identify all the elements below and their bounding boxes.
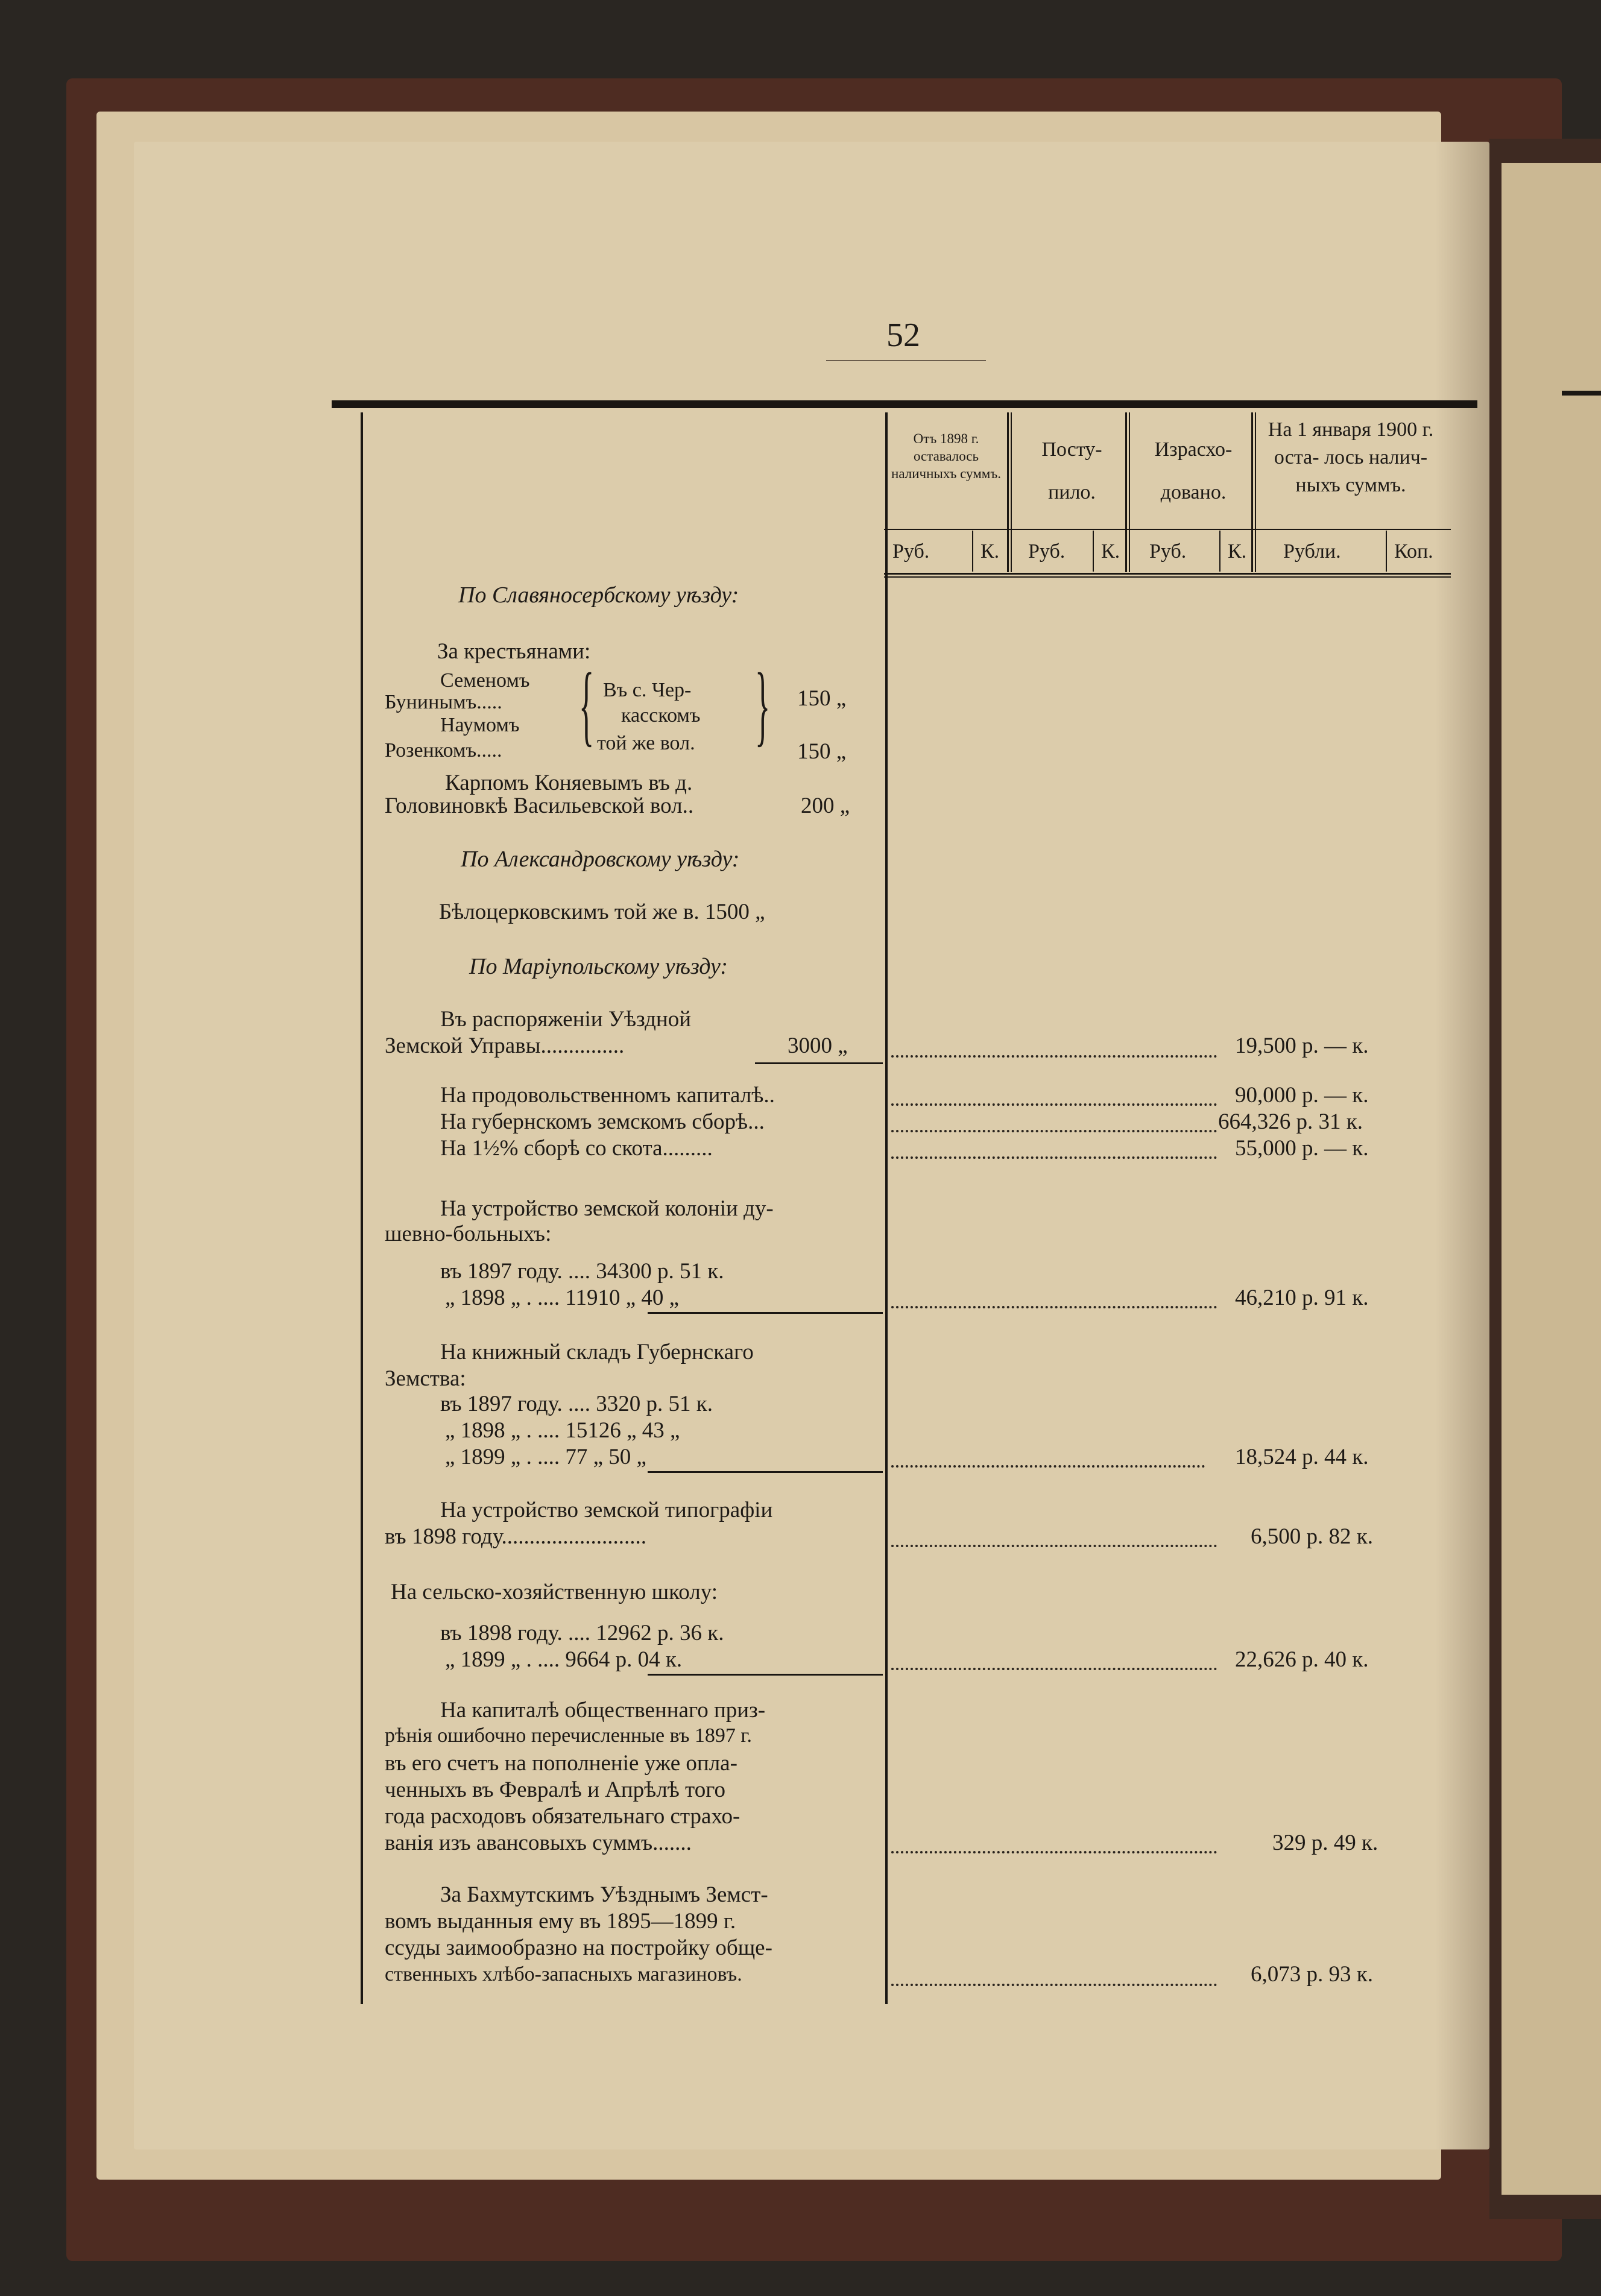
charity-line-1: На капиталѣ общественнаго приз- bbox=[440, 1698, 766, 1723]
slav-intro: За крестьянами: bbox=[437, 639, 591, 664]
header-divider-3b bbox=[1255, 412, 1256, 572]
sub-header-rubli: Рубли. bbox=[1283, 540, 1341, 563]
school-year-1: въ 1898 году. .... 12962 р. 36 к. bbox=[440, 1621, 724, 1645]
page-number-underline bbox=[826, 360, 986, 361]
subheader-rule bbox=[884, 529, 1451, 530]
header-bottom-rule bbox=[884, 573, 1451, 575]
slav-name-4: Розенкомъ..... bbox=[385, 739, 502, 762]
underline-books bbox=[648, 1471, 883, 1473]
sub-header-rub-3: Руб. bbox=[1149, 540, 1187, 563]
right-brace: } bbox=[755, 655, 771, 755]
leader-dots bbox=[891, 1103, 1217, 1106]
slav-name-1: Семеномъ bbox=[440, 669, 530, 692]
books-year-3: „ 1899 „ . .... 77 „ 50 „ bbox=[445, 1445, 646, 1469]
slav-amount-3: 200 „ bbox=[801, 793, 850, 818]
capital-line-1: На продовольственномъ капиталѣ.. bbox=[440, 1083, 775, 1108]
text-column-divider bbox=[885, 412, 888, 2004]
slav-amount-2: 150 „ bbox=[797, 739, 847, 764]
capital-line-2: На губернскомъ земскомъ сборѣ... bbox=[440, 1109, 765, 1134]
sub-divider-1 bbox=[972, 531, 973, 572]
header-divider-2b bbox=[1129, 412, 1130, 572]
sub-header-k-3: К. bbox=[1228, 540, 1247, 563]
left-border bbox=[361, 412, 363, 2004]
mariup-line-1: Въ распоряженіи Уѣздной bbox=[440, 1007, 692, 1032]
leader-dots bbox=[891, 1156, 1217, 1159]
header-divider-1 bbox=[1007, 412, 1009, 572]
books-line-1: На книжный складъ Губернскаго bbox=[440, 1340, 754, 1364]
capital-result-2: 664,326 р. 31 к. bbox=[1218, 1109, 1363, 1134]
charity-line-2: рѣнія ошибочно перечисленные въ 1897 г. bbox=[385, 1724, 753, 1747]
slav-brace-2: касскомъ bbox=[621, 704, 701, 727]
col-header-2: Посту- пило. bbox=[1041, 438, 1102, 504]
colony-result: 46,210 р. 91 к. bbox=[1235, 1285, 1369, 1310]
colony-year-2: „ 1898 „ . .... 11910 „ 40 „ bbox=[445, 1285, 680, 1310]
capital-result-3: 55,000 р. — к. bbox=[1235, 1136, 1369, 1161]
section-title-alex: По Александровскому уѣзду: bbox=[461, 847, 740, 872]
mariup-result: 19,500 р. — к. bbox=[1235, 1033, 1369, 1058]
header-divider-1b bbox=[1011, 412, 1012, 572]
sub-header-kop: Коп. bbox=[1394, 540, 1433, 563]
colony-line-2: шевно-больныхъ: bbox=[385, 1222, 552, 1246]
header-divider-2 bbox=[1125, 412, 1127, 572]
col-header-4: На 1 января 1900 г. оста- лось налич- ныхъ суммъ. bbox=[1268, 418, 1434, 496]
leader-dots bbox=[891, 1851, 1217, 1853]
bakhmut-result: 6,073 р. 93 к. bbox=[1251, 1962, 1373, 1987]
alex-line: Бѣлоцерковскимъ той же в. 1500 „ bbox=[439, 900, 765, 924]
page-number: 52 bbox=[886, 317, 920, 354]
capital-line-3: На 1½% сборѣ со скота......... bbox=[440, 1136, 713, 1161]
sub-header-rub-2: Руб. bbox=[1028, 540, 1066, 563]
leader-dots bbox=[891, 1668, 1217, 1670]
colony-line-1: На устройство земской колоніи ду- bbox=[440, 1196, 774, 1221]
typo-line-2: въ 1898 году.......................... bbox=[385, 1524, 646, 1549]
typo-line-1: На устройство земской типографіи bbox=[440, 1498, 773, 1522]
facing-page-rule bbox=[1562, 391, 1601, 396]
leader-dots bbox=[891, 1984, 1217, 1986]
charity-line-3: въ его счетъ на пополненіе уже опла- bbox=[385, 1751, 737, 1776]
slav-brace-3: той же вол. bbox=[597, 732, 695, 754]
slav-line-5: Карпомъ Коняевымъ въ д. bbox=[445, 771, 693, 795]
left-brace: { bbox=[579, 655, 595, 755]
books-line-2: Земства: bbox=[385, 1366, 466, 1391]
bakhmut-line-3: ссуды заимообразно на постройку обще- bbox=[385, 1935, 772, 1960]
facing-page bbox=[1502, 163, 1601, 2195]
leader-dots bbox=[891, 1130, 1217, 1132]
col-header-3: Израсхо- довано. bbox=[1154, 438, 1233, 504]
sub-divider-2 bbox=[1093, 531, 1094, 572]
bakhmut-line-2: вомъ выданныя ему въ 1895—1899 г. bbox=[385, 1909, 736, 1934]
sub-divider-4 bbox=[1386, 531, 1387, 572]
underline-3000 bbox=[755, 1062, 883, 1064]
underline-school bbox=[648, 1674, 883, 1676]
leader-dots bbox=[891, 1465, 1205, 1468]
bakhmut-line-4: ственныхъ хлѣбо-запасныхъ магазиновъ. bbox=[385, 1963, 742, 1985]
slav-brace-1: Въ с. Чер- bbox=[603, 679, 692, 701]
underline-colony bbox=[648, 1312, 883, 1314]
leader-dots bbox=[891, 1306, 1217, 1308]
sub-header-k-1: К. bbox=[980, 540, 1000, 563]
charity-line-5: года расходовъ обязательнаго страхо- bbox=[385, 1804, 741, 1829]
mariup-amount: 3000 „ bbox=[788, 1033, 848, 1058]
page-gutter-shadow bbox=[1435, 142, 1489, 2149]
books-result: 18,524 р. 44 к. bbox=[1235, 1445, 1369, 1469]
charity-line-6: ванія изъ авансовыхъ суммъ....... bbox=[385, 1831, 692, 1855]
charity-result: 329 р. 49 к. bbox=[1272, 1831, 1378, 1855]
school-line-1: На сельско-хозяйственную школу: bbox=[391, 1580, 718, 1604]
header-bottom-rule-2 bbox=[884, 576, 1451, 578]
slav-name-2: Бунинымъ..... bbox=[385, 691, 502, 713]
books-year-2: „ 1898 „ . .... 15126 „ 43 „ bbox=[445, 1418, 680, 1443]
slav-line-6: Головиновкѣ Васильевской вол.. bbox=[385, 793, 694, 818]
header-divider-3 bbox=[1251, 412, 1253, 572]
top-rule bbox=[332, 400, 1477, 408]
col-header-1: Отъ 1898 г. оставалось наличныхъ суммъ. bbox=[891, 431, 1001, 481]
charity-line-4: ченныхъ въ Февралѣ и Апрѣлѣ того bbox=[385, 1777, 725, 1802]
colony-year-1: въ 1897 году. .... 34300 р. 51 к. bbox=[440, 1259, 724, 1284]
sub-divider-3 bbox=[1219, 531, 1220, 572]
capital-result-1: 90,000 р. — к. bbox=[1235, 1083, 1369, 1108]
typo-result: 6,500 р. 82 к. bbox=[1251, 1524, 1373, 1549]
sub-header-k-2: К. bbox=[1101, 540, 1120, 563]
bakhmut-line-1: За Бахмутскимъ Уѣзднымъ Земст- bbox=[440, 1882, 768, 1907]
books-year-1: въ 1897 году. .... 3320 р. 51 к. bbox=[440, 1392, 713, 1416]
section-title-mariup: По Маріупольскому уѣзду: bbox=[469, 954, 728, 979]
mariup-line-2: Земской Управы............... bbox=[385, 1033, 625, 1058]
slav-name-3: Наумомъ bbox=[440, 714, 520, 736]
school-year-2: „ 1899 „ . .... 9664 р. 04 к. bbox=[445, 1647, 683, 1672]
slav-amount-1: 150 „ bbox=[797, 686, 847, 711]
school-result: 22,626 р. 40 к. bbox=[1235, 1647, 1369, 1672]
sub-header-rub-1: Руб. bbox=[892, 540, 930, 563]
leader-dots bbox=[891, 1055, 1217, 1058]
leader-dots bbox=[891, 1545, 1217, 1547]
section-title-slav: По Славяносербскому уѣзду: bbox=[458, 582, 739, 608]
